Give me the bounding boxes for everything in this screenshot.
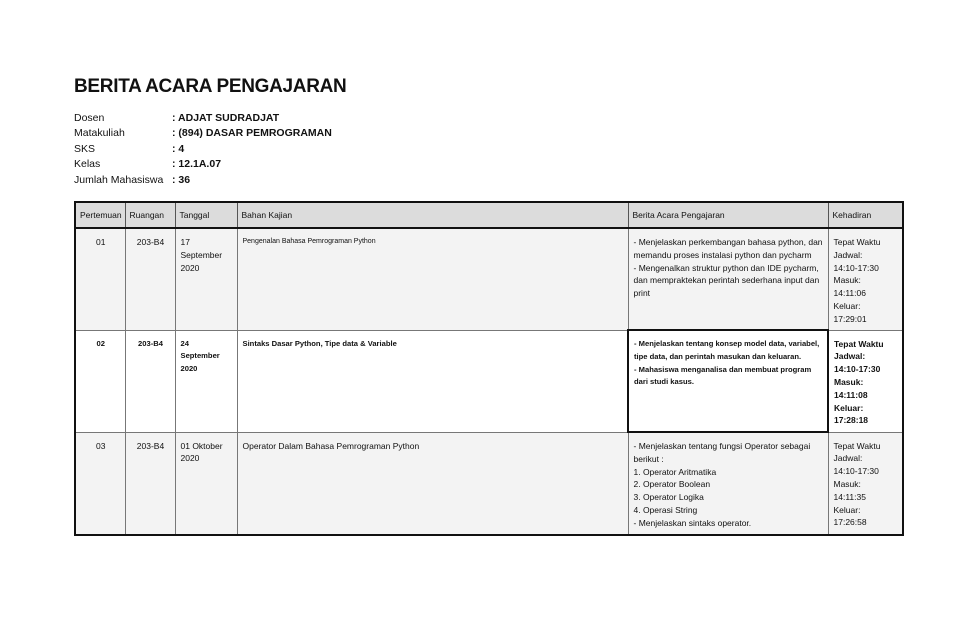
header-ruangan: Ruangan [125, 202, 175, 228]
info-value: : (894) DASAR PEMROGRAMAN [172, 127, 332, 140]
info-value: : 36 [172, 173, 191, 186]
course-info [74, 111, 332, 188]
info-value: : 4 [172, 142, 185, 155]
info-label: Kelas [74, 158, 101, 171]
info-row-matakuliah [74, 126, 332, 141]
info-label: Dosen [74, 112, 105, 124]
cell-berita-acara: - Menjelaskan tentang fungsi Operator sebagai berikut : 1. Operator Aritmatika 2. Operator Boolean 3. Operator Logika 4. Operasi String - Menjelaskan sintaks operator. [628, 432, 828, 535]
cell-tanggal: 01 Oktober 2020 [175, 432, 237, 535]
cell-bahan-kajian: Sintaks Dasar Python, Tipe data & Variable [237, 330, 628, 432]
cell-ruangan: 203-B4 [125, 228, 175, 330]
cell-bahan-kajian: Operator Dalam Bahasa Pemrograman Python [237, 432, 628, 535]
cell-kehadiran: Tepat Waktu Jadwal: 14:10-17:30 Masuk: 14:11:06 Keluar: 17:29:01 [828, 228, 903, 330]
info-row-jumlah-mahasiswa [74, 173, 332, 188]
cell-kehadiran: Tepat Waktu Jadwal: 14:10-17:30 Masuk: 14:11:08 Keluar: 17:28:18 [828, 330, 903, 432]
table-row [75, 432, 903, 535]
cell-berita-acara: - Menjelaskan tentang konsep model data, variabel, tipe data, dan perintah masukan dan keluaran. - Mahasiswa menganalisa dan membuat program dari studi kasus. [628, 330, 828, 432]
table-row [75, 330, 903, 432]
info-row-sks [74, 142, 332, 157]
cell-ruangan: 203-B4 [125, 330, 175, 432]
header-bahan-kajian: Bahan Kajian [237, 202, 628, 228]
header-kehadiran: Kehadiran [828, 202, 903, 228]
header-pertemuan: Pertemuan [75, 202, 125, 228]
info-label: Jumlah Mahasiswa [74, 173, 164, 186]
cell-kehadiran: Tepat Waktu Jadwal: 14:10-17:30 Masuk: 14:11:35 Keluar: 17:26:58 [828, 432, 903, 535]
info-label: SKS [74, 142, 96, 155]
info-value: : ADJAT SUDRADJAT [172, 112, 280, 124]
cell-bahan-kajian: Pengenalan Bahasa Pemrograman Python [237, 228, 628, 330]
cell-tanggal: 24 September 2020 [175, 330, 237, 432]
info-row-dosen [74, 111, 332, 126]
info-label: Matakuliah [74, 127, 125, 140]
cell-ruangan: 203-B4 [125, 432, 175, 535]
page-title: BERITA ACARA PENGAJARAN [74, 76, 347, 97]
info-row-kelas [74, 157, 332, 172]
table-row [75, 228, 903, 330]
schedule-table [74, 201, 904, 536]
header-tanggal: Tanggal [175, 202, 237, 228]
table-header-row [75, 202, 903, 228]
cell-pertemuan: 02 [75, 330, 125, 432]
cell-tanggal: 17 September 2020 [175, 228, 237, 330]
cell-berita-acara: - Menjelaskan perkembangan bahasa python, dan memandu proses instalasi python dan pycharm - Mengenalkan struktur python dan IDE pycharm, dan mempraktekan perintah sederhana input dan print [628, 228, 828, 330]
cell-pertemuan: 03 [75, 432, 125, 535]
header-berita-acara: Berita Acara Pengajaran [628, 202, 828, 228]
cell-pertemuan: 01 [75, 228, 125, 330]
info-value: : 12.1A.07 [172, 158, 222, 171]
